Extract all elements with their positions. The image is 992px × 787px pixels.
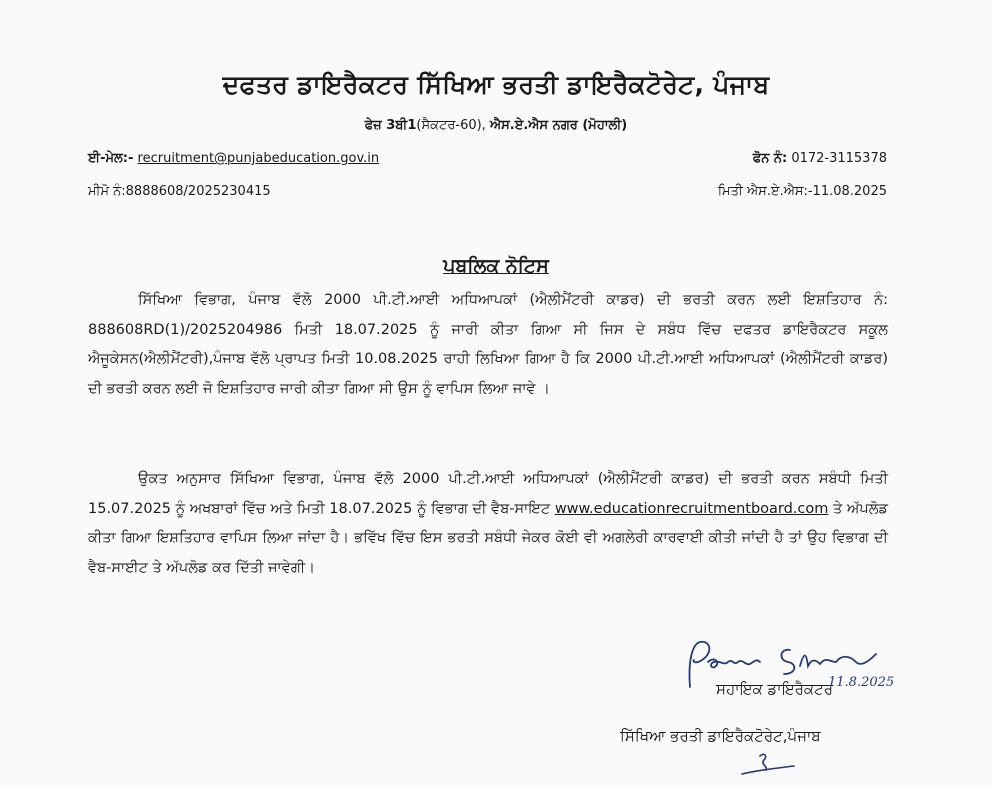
phone-block [753,151,887,166]
address-city: ਐਸ.ਏ.ਐਸ ਨਗਰ (ਮੋਹਾਲੀ) [489,118,628,133]
handwritten-initial [738,750,798,778]
notice-heading: ਪਬਲਿਕ ਨੋਟਿਸ [443,255,549,277]
handwritten-date: 11.8.2025 [828,675,895,690]
signatory-office: ਸਿੱਖਿਆ ਭਰਤੀ ਡਾਇਰੈਕਟੋਰੇਟ,ਪੰਜਾਬ [620,727,821,745]
office-title: ਦਫਤਰ ਡਾਇਰੈਕਟਰ ਸਿੱਖਿਆ ਭਰਤੀ ਡਾਇਰੈਕਟੋਰੇਟ, ਪੰਜਾਬ [222,70,770,99]
issue-date: ਮਿਤੀ ਐਸ.ਏ.ਐਸ:-11.08.2025 [717,184,887,199]
memo-number: ਮੀਮੋ ਨੰ:8888608/2025230415 [88,184,271,199]
paragraph-2-text-a: ਉਕਤ ਅਨੁਸਾਰ ਸਿੱਖਿਆ ਵਿਭਾਗ, ਪੰਜਾਬ ਵੱਲੋ 2000 ਪੀ.ਟੀ.ਆਈ ਅਧਿਆਪਕਾਂ (ਐਲੀਮੈਂਟਰੀ ਕਾਡਰ) ਦੀ ਭਰਤੀ ਕਰਨ ਸਬੰਧੀ ਮਿਤੀ 15.07.2025 ਨੂੰ ਅਖਬਾਰਾਂ ਵਿੱਚ ਅਤੇ ਮਿਤੀ 18.07.2025 ਨੂੰ ਵਿਭਾਗ ਦੀ ਵੈਬ-ਸਾਇਟ [88,471,888,517]
email-link[interactable]: recruitment@punjabeducation.gov.in [137,151,380,166]
paragraph-1-text: ਸਿੱਖਿਆ ਵਿਭਾਗ, ਪੰਜਾਬ ਵੱਲੋ 2000 ਪੀ.ਟੀ.ਆਈ ਅਧਿਆਪਕਾਂ (ਐਲੀਮੈਂਟਰੀ ਕਾਡਰ) ਦੀ ਭਰਤੀ ਕਰਨ ਲਈ ਇਸ਼ਤਿਹਾਰ ਨੰ: 888608RD(1)/2025204986 ਮਿਤੀ 18.07.2025 ਨੂੰ ਜਾਰੀ ਕੀਤਾ ਗਿਆ ਸੀ ਜਿਸ ਦੇ ਸਬੰਧ ਵਿੱਚ ਦਫਤਰ ਡਾਇਰੈਕਟਰ ਸਕੂਲ ਐਜੂਕੇਸਨ(ਐਲੀਮੈਂਟਰੀ),ਪੰਜਾਬ ਵੱਲੋ ਪ੍ਰਾਪਤ ਮਿਤੀ 10.08.2025 ਰਾਹੀ ਲਿਖਿਆ ਗਿਆ ਹੈ ਕਿ 2000 ਪੀ.ਟੀ.ਆਈ ਅਧਿਆਪਕਾਂ (ਐਲੀਮੈਂਟਰੀ ਕਾਡਰ) ਦੀ ਭਰਤੀ ਕਰਨ ਲਈ ਜੋ ਇਸ਼ਤਿਹਾਰ ਜਾਰੀ ਕੀਤਾ ਗਿਆ ਸੀ ਉਸ ਨੂੰ ਵਾਪਿਸ ਲਿਆ ਜਾਵੇ । [88,292,888,397]
address-phase: ਫੇਜ਼ 3ਬੀ1 [364,118,417,133]
address-sector: (ਸੈਕਟਰ-60), [416,118,490,133]
paragraph-2-text-b: ਤੇ ਅੱਪਲੋਡ ਕੀਤਾ ਗਿਆ ਇਸ਼ਤਿਹਾਰ ਵਾਪਿਸ ਲਿਆ ਜਾਂਦਾ ਹੈ। ਭਵਿੱਖ ਵਿੱਚ ਇਸ ਭਰਤੀ ਸਬੰਧੀ ਜੇਕਰ ਕੋਈ ਵੀ ਅਗਲੇਰੀ ਕਾਰਵਾਈ ਕੀਤੀ ਜਾਂਦੀ ਹੈ ਤਾਂ ਉਹ ਵਿਭਾਗ ਦੀ ਵੈਬ-ਸਾਈਟ ਤੇ ਅੱਪਲੋਡ ਕਰ ਦਿੱਤੀ ਜਾਵੇਗੀ। [88,500,888,576]
website-link[interactable]: www.educationrecruitmentboard.com [554,500,829,517]
reference-row [88,184,887,199]
phone-number: 0172-3115378 [791,151,887,166]
signatory-designation: ਸਹਾਇਕ ਡਾਇਰੈਕਟਰ [716,680,834,698]
email-label: ਈ-ਮੇਲ:- [88,151,134,166]
notice-paragraph-1 [88,286,888,404]
notice-paragraph-2 [88,465,888,583]
office-address [0,118,992,133]
contact-row [88,151,887,166]
phone-label: ਫੋਨ ਨੰ: [752,151,788,166]
